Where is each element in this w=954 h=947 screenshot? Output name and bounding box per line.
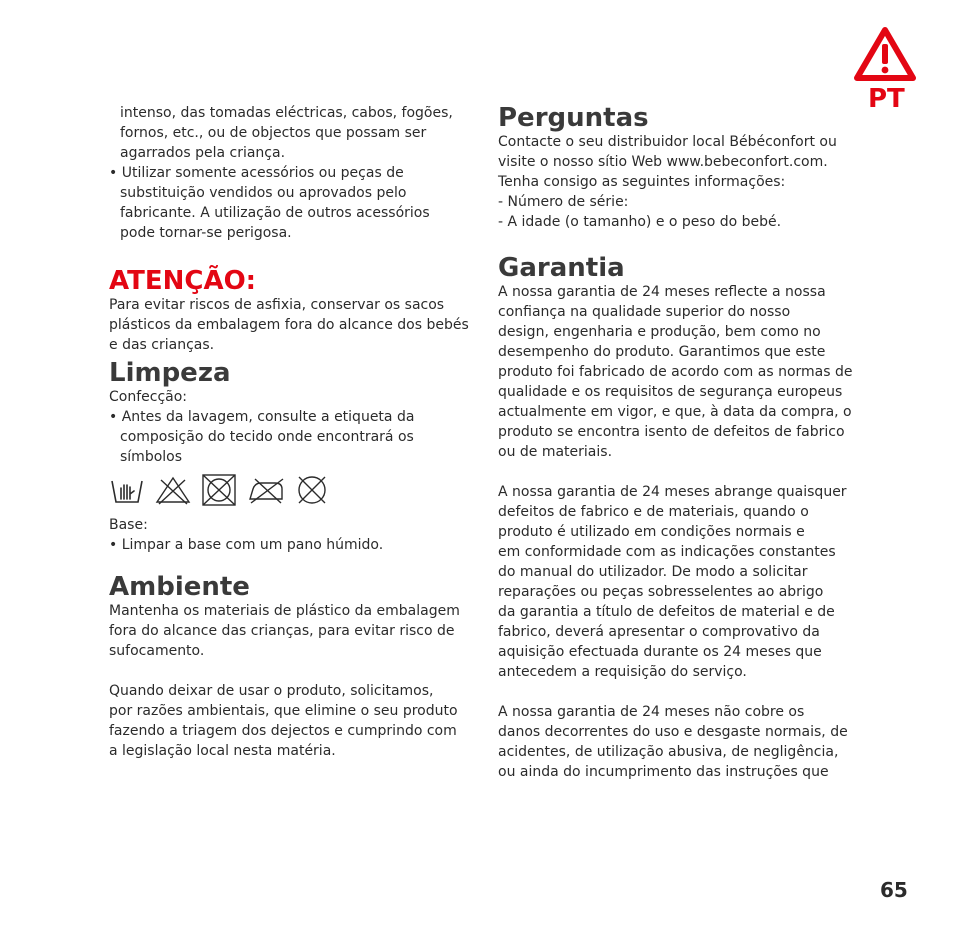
care-symbols [109,473,469,507]
attention-line: Para evitar riscos de asfixia, conservar os sacos [109,297,445,313]
paragraph-line: - A idade (o tamanho) e o peso do bebé. [498,214,782,230]
paragraph-line: produto foi fabricado de acordo com as normas de [498,364,853,380]
intro-line: fornos, etc., ou de objectos que possam ser [120,125,427,141]
no-tumble-dry-icon [201,473,237,507]
paragraph-line: Tenha consigo as seguintes informações: [498,174,786,190]
paragraph-line: antecedem a requisição do serviço. [498,664,747,680]
warranty-paragraph-2 [498,482,858,682]
questions-text [498,132,858,232]
paragraph-line: - Número de série: [498,194,629,210]
paragraph-line: produto é utilizado em condições normais e [498,524,805,540]
paragraph-line: produto se encontra isento de defeitos de fabrico [498,424,845,440]
paragraph-line: ou ainda do incumprimento das instruções que [498,764,829,780]
paragraph-line: da garantia a título de defeitos de material e de [498,604,835,620]
no-bleach-icon [155,475,191,505]
paragraph-line: do manual do utilizador. De modo a solicitar [498,564,808,580]
no-dry-clean-icon [295,474,329,506]
paragraph-line: A nossa garantia de 24 meses reflecte a nossa [498,284,826,300]
attention-line: plásticos da embalagem fora do alcance dos bebés [109,317,469,333]
paragraph-line: visite o nosso sítio Web www.bebeconfort.com. [498,154,828,170]
environment-paragraph-1 [109,601,469,661]
paragraph-line: defeitos de fabrico e de materiais, quando o [498,504,809,520]
paragraph-line: ou de materiais. [498,444,613,460]
paragraph-line: actualmente em vigor, e que, à data da compra, o [498,404,852,420]
intro-line: intenso, das tomadas eléctricas, cabos, fogões, [120,105,453,121]
attention-text [109,295,469,355]
washing-bullet-line: símbolos [120,449,183,465]
washing-bullet: • Antes da lavagem, consulte a etiqueta da [109,409,415,425]
warranty-paragraph-1 [498,282,858,462]
base-bullet: • Limpar a base com um pano húmido. [109,537,384,553]
paragraph-line: desempenho do produto. Garantimos que este [498,344,826,360]
paragraph-line: fora do alcance das crianças, para evitar risco de [109,623,455,639]
attention-heading: ATENÇÃO: [109,266,257,296]
intro-line: agarrados pela criança. [120,145,286,161]
paragraph-line: A nossa garantia de 24 meses não cobre os [498,704,805,720]
warranty-heading: Garantia [498,253,625,283]
paragraph-line: por razões ambientais, que elimine o seu produto [109,703,458,719]
paragraph-line: a legislação local nesta matéria. [109,743,336,759]
paragraph-line: A nossa garantia de 24 meses abrange quaisquer [498,484,847,500]
base-label: Base: [109,517,148,533]
warning-triangle-icon [852,24,918,86]
paragraph-line: aquisição efectuada durante os 24 meses que [498,644,822,660]
paragraph-line: sufocamento. [109,643,205,659]
bullet-line: fabricante. A utilização de outros acessórios [120,205,430,221]
paragraph-line: design, engenharia e produção, bem como no [498,324,821,340]
right-column [498,104,858,782]
paragraph-line: Mantenha os materiais de plástico da embalagem [109,603,460,619]
attention-line: e das crianças. [109,337,215,353]
left-column [109,103,469,761]
bullet-line: pode tornar-se perigosa. [120,225,292,241]
warranty-paragraph-3 [498,702,858,782]
washing-bullet-line: composição do tecido onde encontrará os [120,429,414,445]
paragraph-line: qualidade e os requisitos de segurança europeus [498,384,843,400]
bullet-line: substituição vendidos ou aprovados pelo [120,185,407,201]
accessories-bullet [109,163,469,243]
environment-paragraph-2 [109,681,469,761]
paragraph-line: acidentes, de utilização abusiva, de negligência, [498,744,839,760]
environment-heading: Ambiente [109,572,250,602]
intro-text [109,103,469,163]
paragraph-line: em conformidade com as indicações constantes [498,544,836,560]
cleaning-heading: Limpeza [109,358,231,388]
fabric-label: Confecção: [109,389,188,405]
paragraph-line: fabrico, deverá apresentar o comprovativo da [498,624,820,640]
paragraph-line: confiança na qualidade superior do nosso [498,304,791,320]
paragraph-line: danos decorrentes do uso e desgaste normais, de [498,724,848,740]
page-number: 65 [880,878,908,902]
paragraph-line: fazendo a triagem dos dejectos e cumprindo com [109,723,457,739]
hand-wash-icon [109,475,145,505]
questions-heading: Perguntas [498,103,649,133]
no-iron-icon [247,475,285,505]
paragraph-line: reparações ou peças sobresselentes ao abrigo [498,584,824,600]
bullet-line: • Utilizar somente acessórios ou peças de [109,165,404,181]
language-code: PT [868,84,905,114]
paragraph-line: Contacte o seu distribuidor local Bébéconfort ou [498,134,837,150]
paragraph-line: Quando deixar de usar o produto, solicitamos, [109,683,434,699]
